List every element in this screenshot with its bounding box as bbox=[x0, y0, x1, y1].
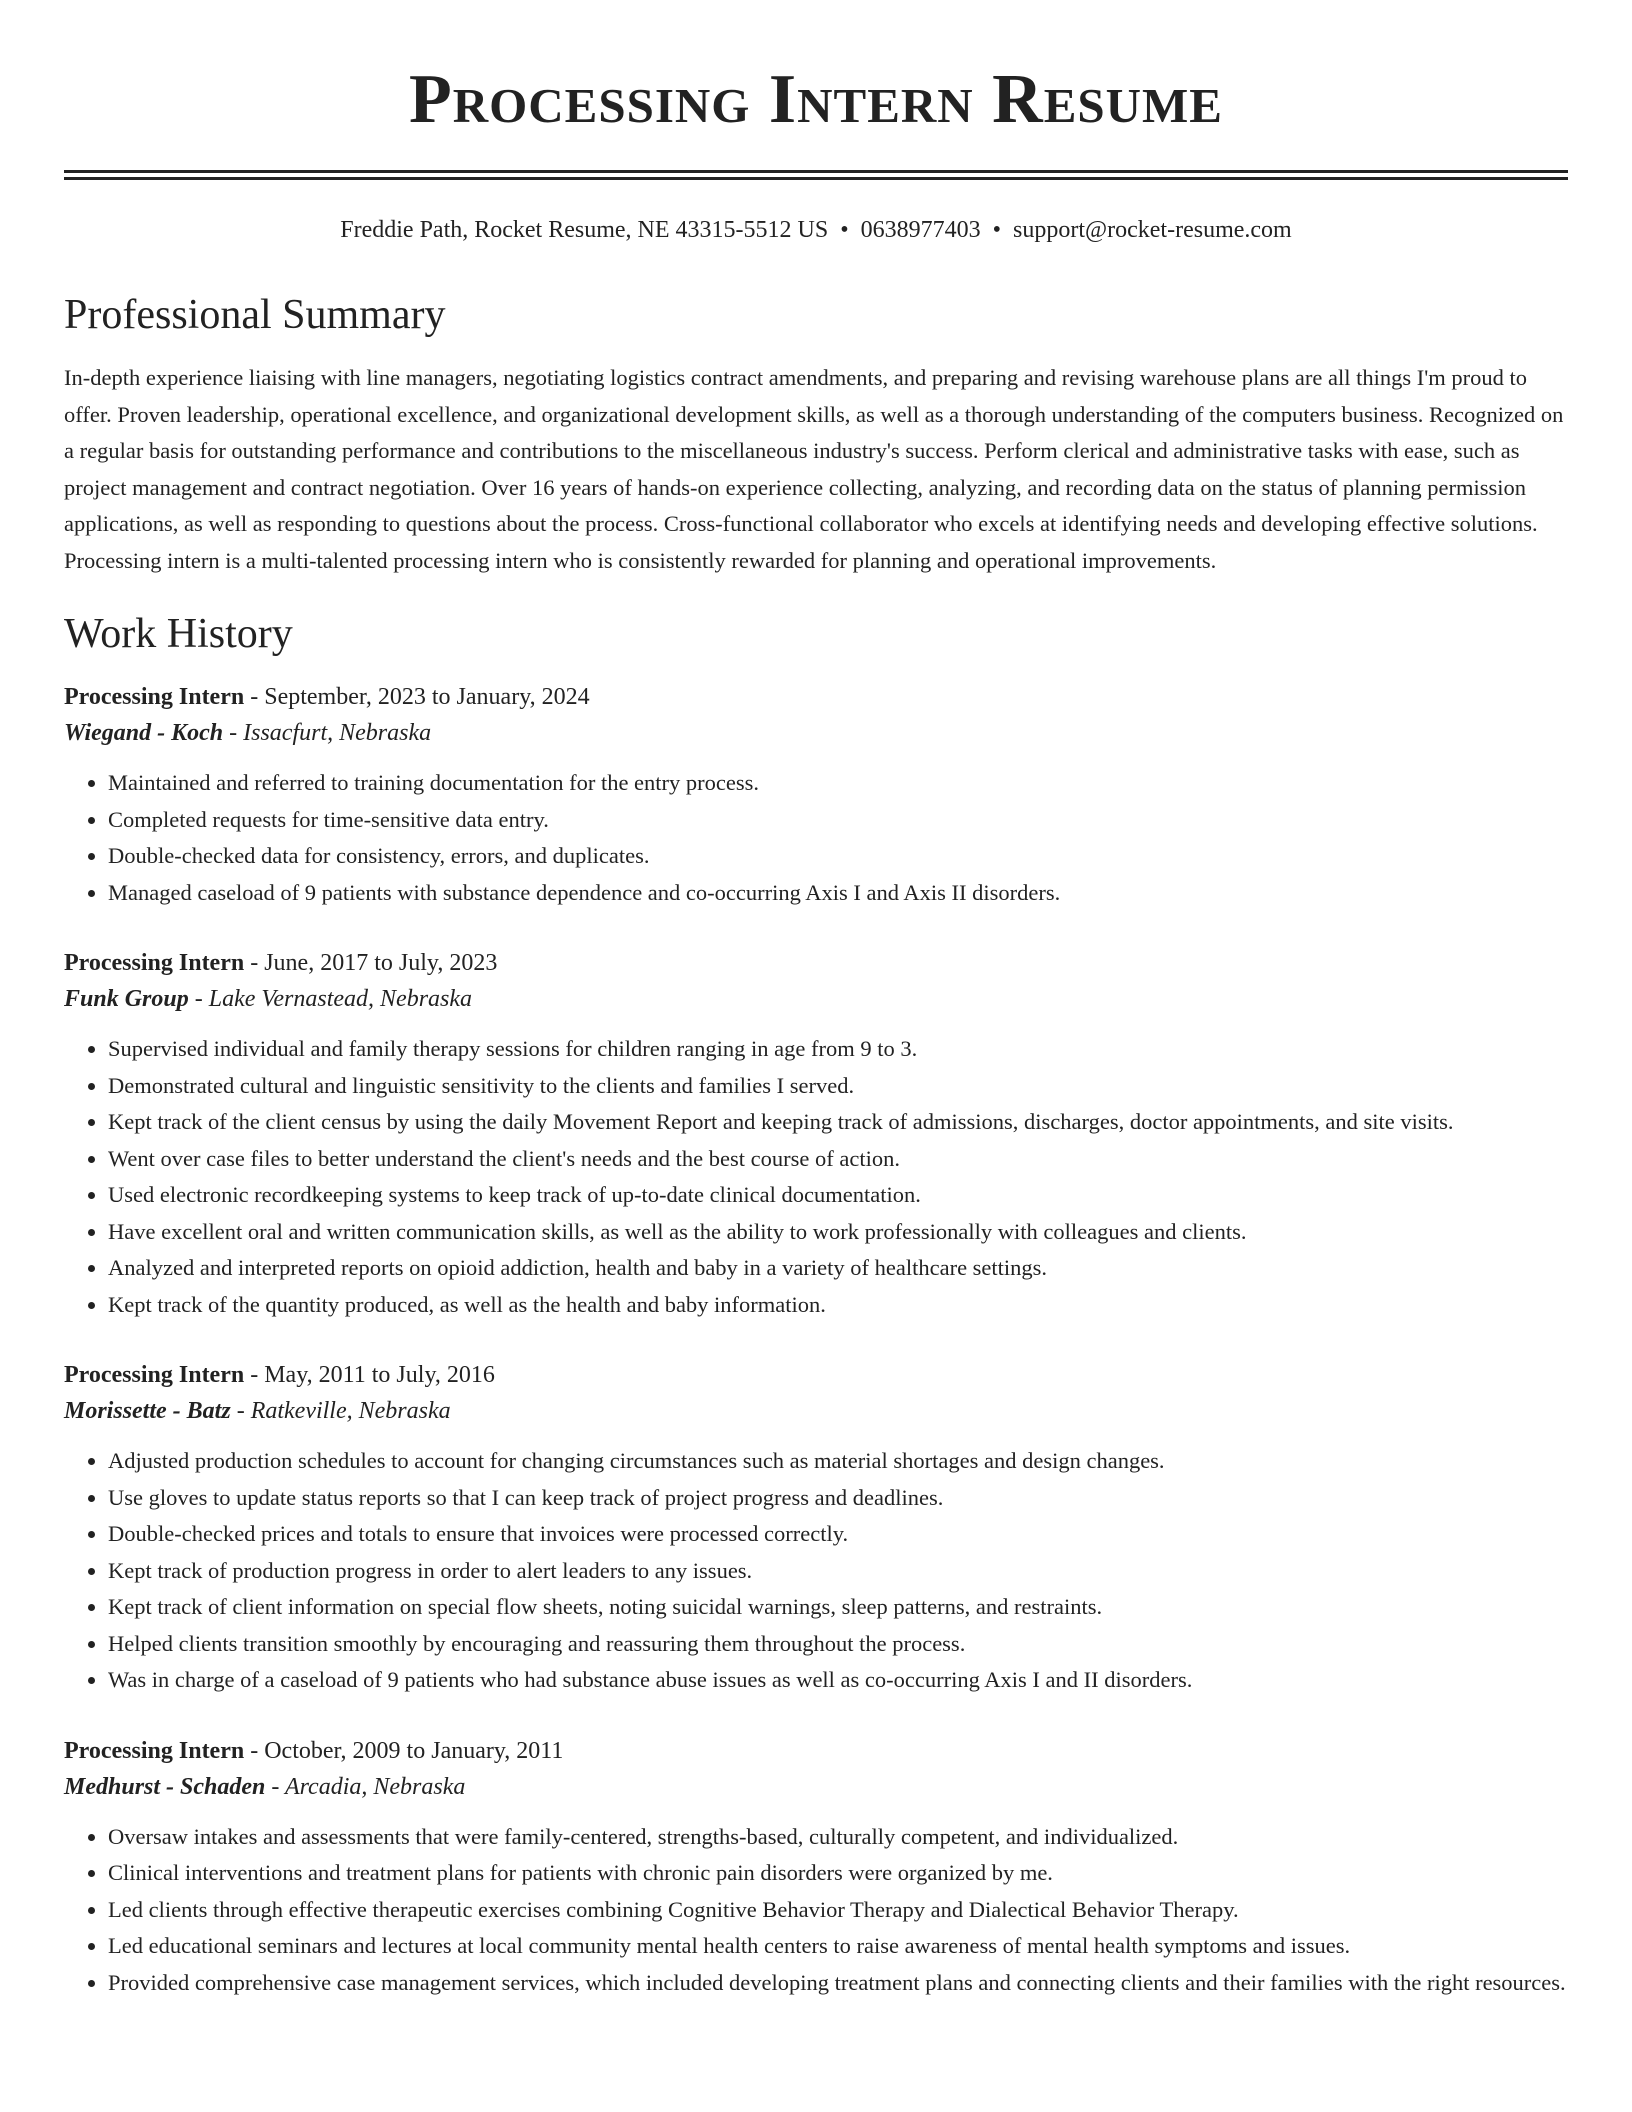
resume-title: Processing Intern Resume bbox=[409, 61, 1223, 138]
job-bullets bbox=[64, 1443, 1568, 1699]
job-entry bbox=[64, 1357, 1568, 1699]
job-company: Funk Group bbox=[64, 986, 189, 1012]
job-location: Arcadia, Nebraska bbox=[284, 1773, 466, 1800]
job-bullet: • Managed caseload of 9 patients with substance dependence and co-occurring Axis I and Axis II disorders. bbox=[108, 875, 1568, 912]
job-title-line bbox=[64, 1733, 1568, 1769]
job-bullets bbox=[64, 765, 1568, 911]
job-bullet: • Kept track of client information on special flow sheets, noting suicidal warnings, sleep patterns, and restraints. bbox=[108, 1589, 1568, 1626]
job-bullet: • Completed requests for time-sensitive data entry. bbox=[108, 802, 1568, 839]
contact-line bbox=[64, 214, 1568, 246]
job-bullet: • Used electronic recordkeeping systems to keep track of up-to-date clinical documentation. bbox=[108, 1177, 1568, 1214]
job-company-line bbox=[64, 1769, 1568, 1805]
job-bullet: • Helped clients transition smoothly by encouraging and reassuring them throughout the process. bbox=[108, 1626, 1568, 1663]
job-bullet: • Use gloves to update status reports so that I can keep track of project progress and deadlines. bbox=[108, 1480, 1568, 1517]
job-company: Wiegand - Koch bbox=[64, 720, 224, 746]
job-bullet: • Maintained and referred to training documentation for the entry process. bbox=[108, 765, 1568, 802]
job-dash: - bbox=[244, 1362, 265, 1388]
job-dates: September, 2023 to January, 2024 bbox=[264, 684, 590, 710]
title-divider bbox=[64, 170, 1568, 180]
job-bullet: • Have excellent oral and written communication skills, as well as the ability to work professionally with colleagues and clients. bbox=[108, 1214, 1568, 1251]
job-title: Processing Intern bbox=[64, 950, 245, 976]
job-title-line bbox=[64, 1357, 1568, 1393]
job-dash: - bbox=[244, 684, 265, 710]
job-bullet: • Kept track of the client census by using the daily Movement Report and keeping track of admissions, discharges, doctor appointments, and site visits. bbox=[108, 1104, 1568, 1141]
job-title: Processing Intern bbox=[64, 684, 245, 710]
job-bullet: • Demonstrated cultural and linguistic sensitivity to the clients and families I served. bbox=[108, 1068, 1568, 1105]
job-company: Morissette - Batz bbox=[64, 1398, 231, 1424]
job-entry bbox=[64, 679, 1568, 911]
job-bullet: • Went over case files to better understand the client's needs and the best course of action. bbox=[108, 1141, 1568, 1178]
work-history-heading: Work History bbox=[64, 611, 293, 657]
job-entry bbox=[64, 945, 1568, 1323]
job-bullet: • Supervised individual and family therapy sessions for children ranging in age from 9 to 3. bbox=[108, 1031, 1568, 1068]
job-dates: October, 2009 to January, 2011 bbox=[264, 1737, 564, 1764]
contact-email: support@rocket-resume.com bbox=[1013, 217, 1292, 243]
job-dash: - bbox=[244, 950, 265, 976]
job-location: Issacfurt, Nebraska bbox=[243, 720, 432, 746]
job-company-line bbox=[64, 715, 1568, 751]
job-company: Medhurst - Schaden bbox=[64, 1773, 266, 1800]
work-history-list bbox=[64, 679, 1568, 2001]
job-bullet: • Double-checked data for consistency, errors, and duplicates. bbox=[108, 838, 1568, 875]
job-bullet: • Adjusted production schedules to account for changing circumstances such as material shortages and design changes. bbox=[108, 1443, 1568, 1480]
job-bullet: • Analyzed and interpreted reports on opioid addiction, health and baby in a variety of healthcare settings. bbox=[108, 1250, 1568, 1287]
job-dash: - bbox=[188, 986, 209, 1012]
job-title: Processing Intern bbox=[64, 1362, 245, 1388]
job-title-line bbox=[64, 679, 1568, 715]
job-location: Ratkeville, Nebraska bbox=[250, 1398, 451, 1424]
job-bullet: • Double-checked prices and totals to ensure that invoices were processed correctly. bbox=[108, 1516, 1568, 1553]
contact-separator: • bbox=[840, 217, 849, 243]
job-bullets bbox=[64, 1819, 1568, 2002]
job-entry bbox=[64, 1733, 1568, 2002]
job-bullet: • Clinical interventions and treatment plans for patients with chronic pain disorders were organized by me. bbox=[108, 1855, 1568, 1892]
contact-address: Freddie Path, Rocket Resume, NE 43315-5512 US bbox=[340, 217, 829, 243]
job-dash: - bbox=[230, 1398, 251, 1424]
job-title: Processing Intern bbox=[64, 1737, 245, 1764]
job-location: Lake Vernastead, Nebraska bbox=[208, 986, 473, 1012]
job-dates: May, 2011 to July, 2016 bbox=[264, 1362, 495, 1388]
contact-phone: 0638977403 bbox=[860, 217, 981, 243]
job-bullet: • Kept track of production progress in order to alert leaders to any issues. bbox=[108, 1553, 1568, 1590]
job-bullet: • Provided comprehensive case management services, which included developing treatment plans and connecting clients and their families with the right resources. bbox=[108, 1965, 1568, 2002]
job-title-line bbox=[64, 945, 1568, 981]
contact-separator: • bbox=[992, 217, 1002, 243]
job-bullet: • Led clients through effective therapeutic exercises combining Cognitive Behavior Therapy and Dialectical Behavior Therapy. bbox=[108, 1892, 1568, 1929]
job-dash: - bbox=[265, 1773, 285, 1800]
job-company-line bbox=[64, 1393, 1568, 1429]
job-dates: June, 2017 to July, 2023 bbox=[264, 950, 498, 976]
job-dash: - bbox=[223, 720, 244, 746]
summary-heading: Professional Summary bbox=[64, 292, 446, 338]
job-bullet: • Was in charge of a caseload of 9 patients who had substance abuse issues as well as co-occurring Axis I and II disorders. bbox=[108, 1662, 1568, 1699]
job-bullet: • Kept track of the quantity produced, as well as the health and baby information. bbox=[108, 1287, 1568, 1324]
summary-text: In-depth experience liaising with line managers, negotiating logistics contract amendments, and preparing and revising warehouse plans are all things I'm proud to offer. Proven leadership, operational excellence, and organizational development skills, as well as a thorough understanding of the computers business. Recognized on a regular basis for outstanding performance and contributions to the miscellaneous industry's success. Perform clerical and administrative tasks with ease, such as project management and contract negotiation. Over 16 years of hands-on experience collecting, analyzing, and recording data on the status of planning permission applications, as well as responding to questions about the process. Cross-functional collaborator who excels at identifying needs and developing effective solutions. Processing intern is a multi-talented processing intern who is consistently rewarded for planning and operational improvements. bbox=[64, 365, 1564, 573]
job-bullet: • Led educational seminars and lectures at local community mental health centers to raise awareness of mental health symptoms and issues. bbox=[108, 1928, 1568, 1965]
job-bullet: • Oversaw intakes and assessments that were family-centered, strengths-based, culturally competent, and individualized. bbox=[108, 1819, 1568, 1856]
job-dash: - bbox=[244, 1737, 265, 1764]
job-bullets bbox=[64, 1031, 1568, 1323]
job-company-line bbox=[64, 981, 1568, 1017]
